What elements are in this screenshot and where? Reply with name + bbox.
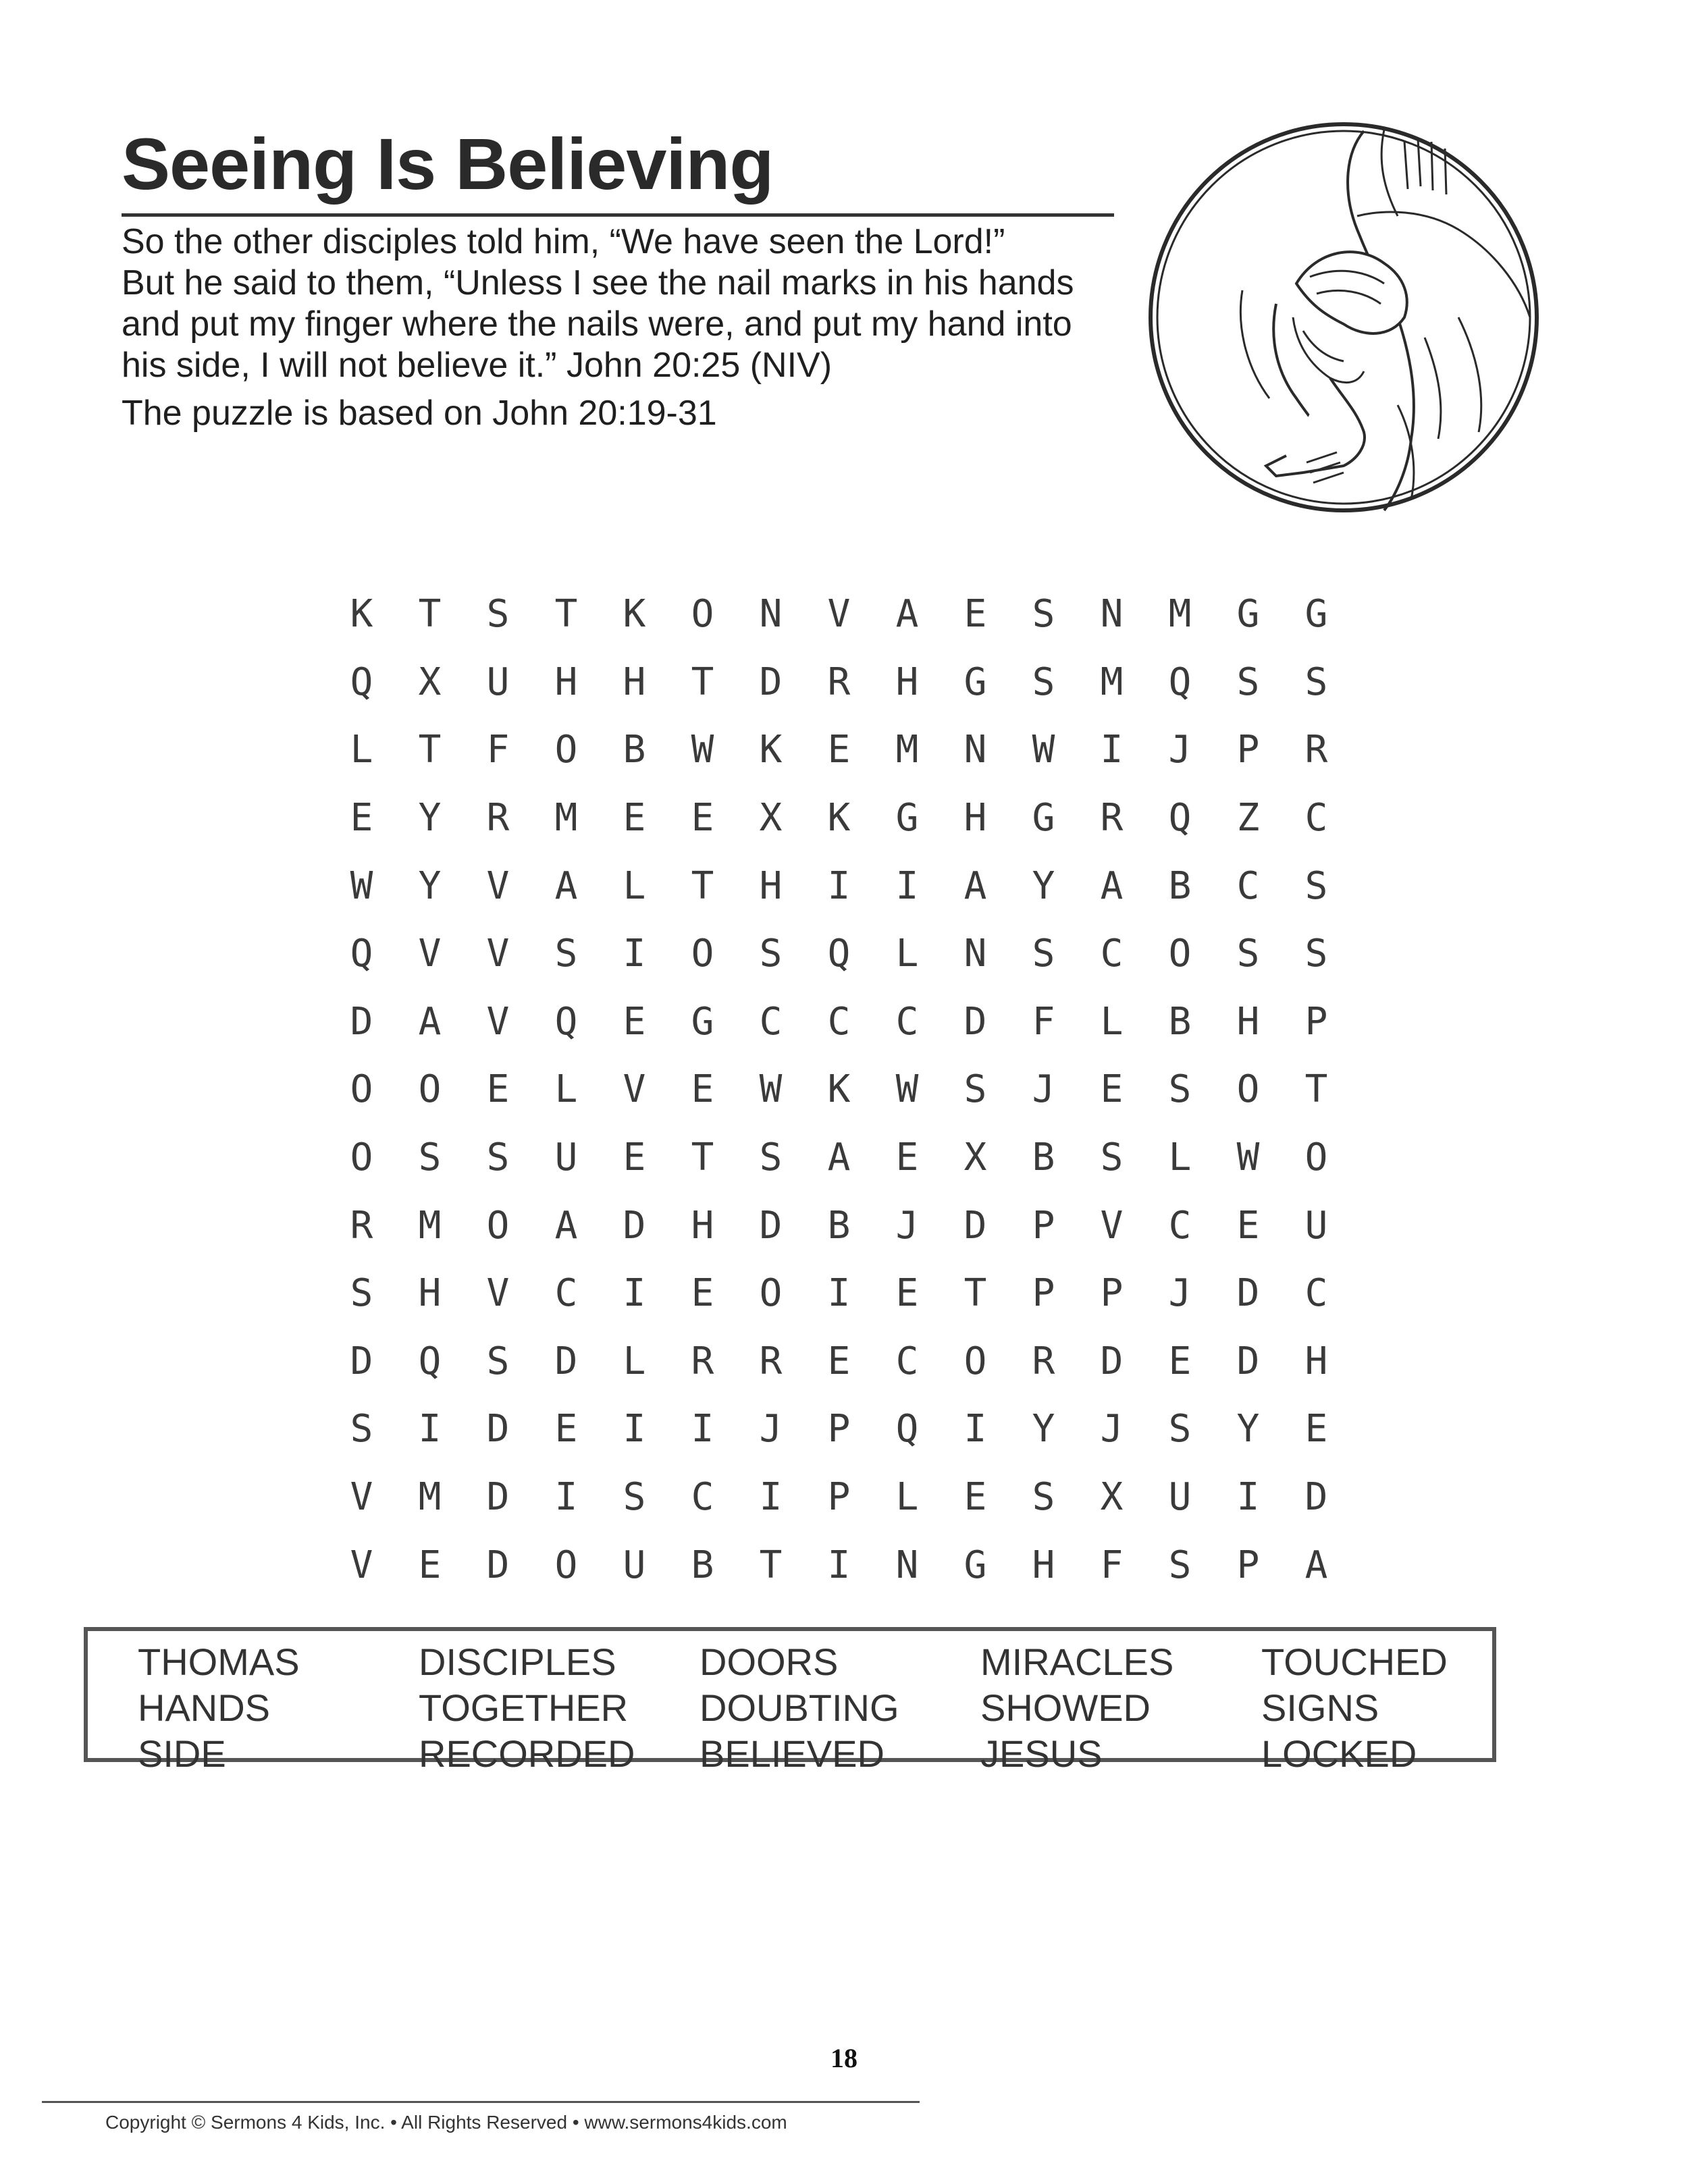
grid-letter: I <box>623 1271 646 1316</box>
verse-line: So the other disciples told him, “We have seen the Lord!” <box>122 222 1005 261</box>
grid-letter: Q <box>827 932 851 976</box>
grid-letter: E <box>827 1339 851 1383</box>
grid-letter: L <box>1100 999 1124 1044</box>
word-bank-item: SIDE <box>138 1732 226 1775</box>
grid-letter: B <box>691 1543 714 1587</box>
grid-letter: G <box>691 999 714 1044</box>
grid-letter: D <box>1236 1339 1260 1383</box>
grid-letter: S <box>623 1475 646 1520</box>
grid-letter: D <box>623 1203 646 1248</box>
grid-letter: I <box>623 1407 646 1451</box>
grid-letter: E <box>1304 1407 1328 1451</box>
grid-letter: X <box>759 796 783 841</box>
grid-letter: H <box>418 1271 442 1316</box>
word-bank-item: THOMAS <box>138 1641 300 1683</box>
grid-letter: D <box>759 1203 783 1248</box>
grid-letter: X <box>418 660 442 704</box>
grid-letter: S <box>964 1067 987 1112</box>
grid-letter: G <box>1304 592 1328 637</box>
grid-letter: O <box>1168 932 1192 976</box>
grid-letter: O <box>418 1067 442 1112</box>
grid-letter: I <box>1236 1475 1260 1520</box>
word-bank-item: TOUCHED <box>1261 1641 1448 1683</box>
verse-line: But he said to them, “Unless I see the nail marks in his hands <box>122 263 1074 302</box>
grid-letter: N <box>964 728 987 772</box>
grid-letter: C <box>554 1271 578 1316</box>
grid-letter: S <box>1032 660 1055 704</box>
grid-letter: V <box>486 999 510 1044</box>
grid-letter: E <box>827 728 851 772</box>
grid-letter: E <box>691 1067 714 1112</box>
grid-letter: Q <box>1168 660 1192 704</box>
grid-letter: K <box>623 592 646 637</box>
page-number: 18 <box>830 2043 858 2073</box>
grid-letter: H <box>691 1203 714 1248</box>
grid-letter: Q <box>554 999 578 1044</box>
grid-letter: S <box>1032 592 1055 637</box>
grid-letter: D <box>1236 1271 1260 1316</box>
grid-letter: I <box>759 1475 783 1520</box>
grid-letter: W <box>350 863 373 908</box>
grid-letter: E <box>554 1407 578 1451</box>
grid-letter: K <box>827 1067 851 1112</box>
grid-letter: L <box>623 1339 646 1383</box>
grid-letter: T <box>759 1543 783 1587</box>
grid-letter: F <box>1100 1543 1124 1587</box>
grid-letter: O <box>691 932 714 976</box>
grid-letter: R <box>350 1203 373 1248</box>
grid-letter: S <box>1168 1543 1192 1587</box>
grid-letter: O <box>350 1067 373 1112</box>
grid-letter: P <box>1236 728 1260 772</box>
grid-letter: H <box>554 660 578 704</box>
grid-letter: P <box>1032 1271 1055 1316</box>
grid-letter: G <box>1032 796 1055 841</box>
grid-letter: B <box>827 1203 851 1248</box>
grid-letter: A <box>964 863 987 908</box>
grid-letter: S <box>350 1271 373 1316</box>
grid-letter: L <box>623 863 646 908</box>
grid-letter: C <box>1168 1203 1192 1248</box>
grid-letter: S <box>759 1136 783 1180</box>
grid-letter: A <box>827 1136 851 1180</box>
grid-letter: S <box>1100 1136 1124 1180</box>
grid-letter: I <box>827 1271 851 1316</box>
grid-letter: I <box>418 1407 442 1451</box>
word-bank-item: DOORS <box>700 1641 839 1683</box>
grid-letter: A <box>1100 863 1124 908</box>
grid-letter: U <box>1168 1475 1192 1520</box>
grid-letter: U <box>623 1543 646 1587</box>
grid-letter: C <box>827 999 851 1044</box>
grid-letter: D <box>964 999 987 1044</box>
grid-letter: D <box>486 1475 510 1520</box>
grid-letter: M <box>1100 660 1124 704</box>
word-bank-item: BELIEVED <box>700 1732 885 1775</box>
grid-letter: I <box>554 1475 578 1520</box>
title-divider <box>122 213 1114 217</box>
grid-letter: E <box>964 592 987 637</box>
grid-letter: J <box>1168 728 1192 772</box>
grid-letter: E <box>418 1543 442 1587</box>
grid-letter: B <box>1168 863 1192 908</box>
grid-letter: C <box>1236 863 1260 908</box>
grid-letter: T <box>418 728 442 772</box>
grid-letter: S <box>486 1136 510 1180</box>
grid-letter: S <box>759 932 783 976</box>
grid-letter: D <box>486 1407 510 1451</box>
grid-letter: E <box>623 999 646 1044</box>
grid-letter: D <box>964 1203 987 1248</box>
grid-letter: D <box>554 1339 578 1383</box>
grid-letter: H <box>1236 999 1260 1044</box>
word-bank-item: DOUBTING <box>700 1686 899 1729</box>
grid-letter: T <box>691 660 714 704</box>
grid-letter: D <box>350 999 373 1044</box>
grid-letter: V <box>1100 1203 1124 1248</box>
grid-letter: T <box>418 592 442 637</box>
grid-letter: P <box>827 1475 851 1520</box>
grid-letter: O <box>1236 1067 1260 1112</box>
grid-letter: T <box>554 592 578 637</box>
grid-letter: L <box>895 932 919 976</box>
grid-letter: F <box>486 728 510 772</box>
grid-letter: L <box>554 1067 578 1112</box>
grid-letter: H <box>759 863 783 908</box>
footer-divider <box>42 2101 920 2103</box>
grid-letter: I <box>1100 728 1124 772</box>
grid-letter: E <box>1236 1203 1260 1248</box>
word-bank-item: MIRACLES <box>980 1641 1174 1683</box>
grid-letter: P <box>1304 999 1328 1044</box>
scripture-reference: The puzzle is based on John 20:19-31 <box>122 394 717 433</box>
grid-letter: I <box>827 863 851 908</box>
grid-letter: W <box>1236 1136 1260 1180</box>
grid-letter: S <box>1304 660 1328 704</box>
verse-line: his side, I will not believe it.” John 20:25 (NIV) <box>122 346 833 385</box>
grid-letter: U <box>554 1136 578 1180</box>
grid-letter: V <box>623 1067 646 1112</box>
grid-letter: I <box>895 863 919 908</box>
grid-letter: O <box>1304 1136 1328 1180</box>
grid-letter: N <box>964 932 987 976</box>
grid-letter: W <box>759 1067 783 1112</box>
grid-letter: V <box>486 863 510 908</box>
grid-letter: E <box>623 796 646 841</box>
grid-letter: Z <box>1236 796 1260 841</box>
thomas-touching-jesus-illustration <box>1141 115 1546 520</box>
grid-letter: S <box>554 932 578 976</box>
grid-letter: K <box>827 796 851 841</box>
grid-letter: A <box>1304 1543 1328 1587</box>
grid-letter: Q <box>418 1339 442 1383</box>
grid-letter: K <box>350 592 373 637</box>
grid-letter: W <box>895 1067 919 1112</box>
word-bank <box>84 1627 1496 1775</box>
grid-letter: N <box>1100 592 1124 637</box>
grid-letter: X <box>964 1136 987 1180</box>
grid-letter: I <box>691 1407 714 1451</box>
grid-letter: S <box>1304 932 1328 976</box>
word-bank-item: SIGNS <box>1261 1686 1379 1729</box>
word-bank-item: SHOWED <box>980 1686 1151 1729</box>
grid-letter: C <box>1100 932 1124 976</box>
word-search-grid <box>327 581 1350 1599</box>
grid-letter: E <box>964 1475 987 1520</box>
grid-letter: O <box>554 1543 578 1587</box>
grid-letter: F <box>1032 999 1055 1044</box>
grid-letter: V <box>418 932 442 976</box>
grid-letter: R <box>827 660 851 704</box>
grid-letter: W <box>1032 728 1055 772</box>
grid-letter: B <box>623 728 646 772</box>
grid-letter: L <box>1168 1136 1192 1180</box>
grid-letter: Q <box>350 660 373 704</box>
word-bank-list <box>138 1639 1542 1777</box>
grid-letter: P <box>827 1407 851 1451</box>
grid-letter: R <box>759 1339 783 1383</box>
grid-letter: X <box>1100 1475 1124 1520</box>
grid-letter: S <box>1236 932 1260 976</box>
grid-letter: A <box>418 999 442 1044</box>
grid-letter: H <box>623 660 646 704</box>
grid-letter: P <box>1100 1271 1124 1316</box>
grid-letter: I <box>964 1407 987 1451</box>
grid-letter: K <box>759 728 783 772</box>
grid-letter: S <box>1304 863 1328 908</box>
grid-letter: I <box>623 932 646 976</box>
grid-letter: Y <box>418 863 442 908</box>
grid-letter: V <box>486 932 510 976</box>
grid-letter: J <box>759 1407 783 1451</box>
grid-letter: H <box>964 796 987 841</box>
grid-letter: E <box>350 796 373 841</box>
grid-letter: B <box>1032 1136 1055 1180</box>
grid-letter: R <box>486 796 510 841</box>
grid-letter: S <box>1032 1475 1055 1520</box>
grid-letter: J <box>1032 1067 1055 1112</box>
copyright-notice: Copyright © Sermons 4 Kids, Inc. • All Rights Reserved • www.sermons4kids.com <box>105 2112 787 2133</box>
word-bank-item: RECORDED <box>419 1732 635 1775</box>
grid-letter: H <box>1304 1339 1328 1383</box>
grid-letter: N <box>895 1543 919 1587</box>
grid-letter: V <box>827 592 851 637</box>
grid-letter: H <box>1032 1543 1055 1587</box>
grid-letter: S <box>1236 660 1260 704</box>
grid-letter: C <box>759 999 783 1044</box>
grid-letter: M <box>418 1475 442 1520</box>
grid-letter: R <box>691 1339 714 1383</box>
grid-letter: M <box>554 796 578 841</box>
grid-letter: E <box>895 1136 919 1180</box>
grid-letter: S <box>418 1136 442 1180</box>
grid-letter: Q <box>895 1407 919 1451</box>
grid-letter: S <box>1168 1407 1192 1451</box>
grid-letter: G <box>964 660 987 704</box>
word-bank-item: LOCKED <box>1261 1732 1417 1775</box>
grid-letter: H <box>895 660 919 704</box>
grid-letter: V <box>350 1475 373 1520</box>
grid-letter: O <box>759 1271 783 1316</box>
grid-letter: A <box>554 863 578 908</box>
grid-letter: S <box>350 1407 373 1451</box>
grid-letter: V <box>486 1271 510 1316</box>
grid-letter: G <box>895 796 919 841</box>
grid-letter: M <box>1168 592 1192 637</box>
grid-letter: O <box>350 1136 373 1180</box>
grid-letter: E <box>691 1271 714 1316</box>
grid-letter: V <box>350 1543 373 1587</box>
grid-letter: D <box>1100 1339 1124 1383</box>
grid-letter: A <box>895 592 919 637</box>
grid-letter: N <box>759 592 783 637</box>
grid-letter: U <box>486 660 510 704</box>
grid-letter: M <box>418 1203 442 1248</box>
grid-letter: C <box>691 1475 714 1520</box>
grid-letter: C <box>895 999 919 1044</box>
grid-letter: U <box>1304 1203 1328 1248</box>
grid-letter: R <box>1304 728 1328 772</box>
grid-letter: P <box>1032 1203 1055 1248</box>
grid-letter: D <box>1304 1475 1328 1520</box>
grid-letter: C <box>1304 796 1328 841</box>
grid-letter: Q <box>350 932 373 976</box>
grid-letter: D <box>350 1339 373 1383</box>
grid-letter: O <box>964 1339 987 1383</box>
grid-letter: D <box>486 1543 510 1587</box>
grid-letter: T <box>691 863 714 908</box>
grid-letter: C <box>895 1339 919 1383</box>
grid-letter: L <box>895 1475 919 1520</box>
grid-letter: E <box>1100 1067 1124 1112</box>
grid-letter: E <box>486 1067 510 1112</box>
word-bank-item: HANDS <box>138 1686 271 1729</box>
grid-letter: Y <box>418 796 442 841</box>
grid-letter: S <box>486 1339 510 1383</box>
grid-letter: S <box>486 592 510 637</box>
grid-letter: E <box>1168 1339 1192 1383</box>
grid-letter: S <box>1168 1067 1192 1112</box>
grid-letter: O <box>486 1203 510 1248</box>
grid-letter: Y <box>1032 863 1055 908</box>
grid-letter: O <box>691 592 714 637</box>
grid-letter: D <box>759 660 783 704</box>
verse-line: and put my finger where the nails were, and put my hand into <box>122 304 1072 344</box>
grid-letter: E <box>895 1271 919 1316</box>
grid-letter: Y <box>1236 1407 1260 1451</box>
grid-letter: A <box>554 1203 578 1248</box>
grid-letter: P <box>1236 1543 1260 1587</box>
grid-letter: W <box>691 728 714 772</box>
grid-letter: T <box>691 1136 714 1180</box>
grid-letter: Q <box>1168 796 1192 841</box>
grid-letter: R <box>1100 796 1124 841</box>
grid-letter: J <box>1168 1271 1192 1316</box>
page-title: Seeing Is Believing <box>122 123 774 205</box>
grid-letter: R <box>1032 1339 1055 1383</box>
bible-verse <box>122 221 1121 386</box>
grid-letter: M <box>895 728 919 772</box>
grid-letter: T <box>1304 1067 1328 1112</box>
grid-letter: J <box>895 1203 919 1248</box>
grid-letter: E <box>691 796 714 841</box>
grid-letter: S <box>1032 932 1055 976</box>
grid-letter: I <box>827 1543 851 1587</box>
grid-letter: G <box>1236 592 1260 637</box>
grid-letter: E <box>623 1136 646 1180</box>
grid-letter: O <box>554 728 578 772</box>
grid-letter: J <box>1100 1407 1124 1451</box>
word-bank-item: TOGETHER <box>419 1686 629 1729</box>
grid-letter: Y <box>1032 1407 1055 1451</box>
grid-letter: G <box>964 1543 987 1587</box>
word-bank-item: DISCIPLES <box>419 1641 616 1683</box>
grid-letter: C <box>1304 1271 1328 1316</box>
grid-letter: T <box>964 1271 987 1316</box>
word-bank-item: JESUS <box>980 1732 1103 1775</box>
grid-letter: B <box>1168 999 1192 1044</box>
grid-letter: L <box>350 728 373 772</box>
